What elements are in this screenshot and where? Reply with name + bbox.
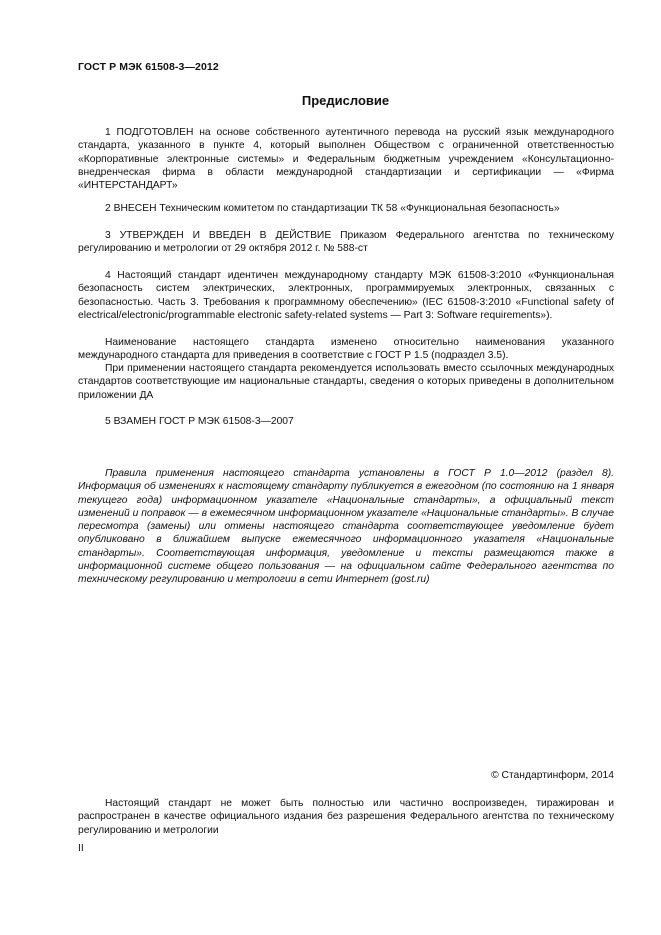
foreword-item-4: 4 Настоящий стандарт идентичен международному стандарту МЭК 61508-3:2010 «Функциональная безопасность систем электрических, электронных, программируемых электронных, связанных с безопасностью. Часть 3. Требования к программному обеспечению» (IEC 61508-3:2010 «Functional safety of electrical/electronic/programmable electronic safety-related systems — Part 3: Software requirements»). (78, 270, 614, 321)
foreword-item-1: 1 ПОДГОТОВЛЕН на основе собственного аутентичного перевода на русский язык международного стандарта, указанного в пункте 4, который выполнен Обществом с ограниченной ответственностью «Корпоративные электронные системы» и Федеральным бюджетным учреждением «Консультационно-внедренческая фирма в области международной стандартизации и сертификации — «Фирма «ИНТЕРСТАНДАРТ» (78, 127, 614, 192)
foreword-item-4-references-note: При применении настоящего стандарта рекомендуется использовать вместо ссылочных международных стандартов соответствующие им национальные стандарты, сведения о которых приведены в дополнительном приложении ДА (78, 363, 614, 401)
foreword-item-5: 5 ВЗАМЕН ГОСТ Р МЭК 61508-3—2007 (105, 416, 294, 427)
rights-notice: Настоящий стандарт не может быть полностью или частично воспроизведен, тиражирован и распространен в качестве официального издания без разрешения Федерального агентства по техническому регулированию и метрологии (78, 798, 614, 836)
copyright-line: © Стандартинформ, 2014 (491, 770, 614, 781)
foreword-item-3: 3 УТВЕРЖДЕН И ВВЕДЕН В ДЕЙСТВИЕ Приказом Федерального агентства по техническому регулированию и метрологии от 29 октября 2012 г. № 588-ст (78, 230, 614, 255)
foreword-item-4-title-note: Наименование настоящего стандарта изменено относительно наименования указанного международного стандарта для приведения в соответствие с ГОСТ Р 1.5 (подраздел 3.5). (78, 337, 614, 362)
standard-id-header: ГОСТ Р МЭК 61508-3—2012 (78, 61, 219, 73)
application-rules-note: Правила применения настоящего стандарта установлены в ГОСТ Р 1.0—2012 (раздел 8). Информация об изменениях к настоящему стандарту публикуется в ежегодном (по состоянию на 1 января текущего года) информационном указателе «Национальные стандарты», а официальный текст изменений и поправок — в ежемесячном информационном указателе «Национальные стандарты». В случае пересмотра (замены) или отмены настоящего стандарта соответствующее уведомление будет опубликовано в ближайшем выпуске ежемесячного информационного указателя «Национальные стандарты». Соответствующая информация, уведомление и тексты размещаются также в информационной системе общего пользования — на официальном сайте Федерального агентства по техническому регулированию и метрологии в сети Интернет (gost.ru) (78, 468, 614, 586)
foreword-title: Предисловие (301, 93, 390, 108)
foreword-item-2: 2 ВНЕСЕН Техническим комитетом по стандартизации ТК 58 «Функциональная безопасность» (105, 203, 560, 214)
page-number: II (78, 843, 84, 854)
